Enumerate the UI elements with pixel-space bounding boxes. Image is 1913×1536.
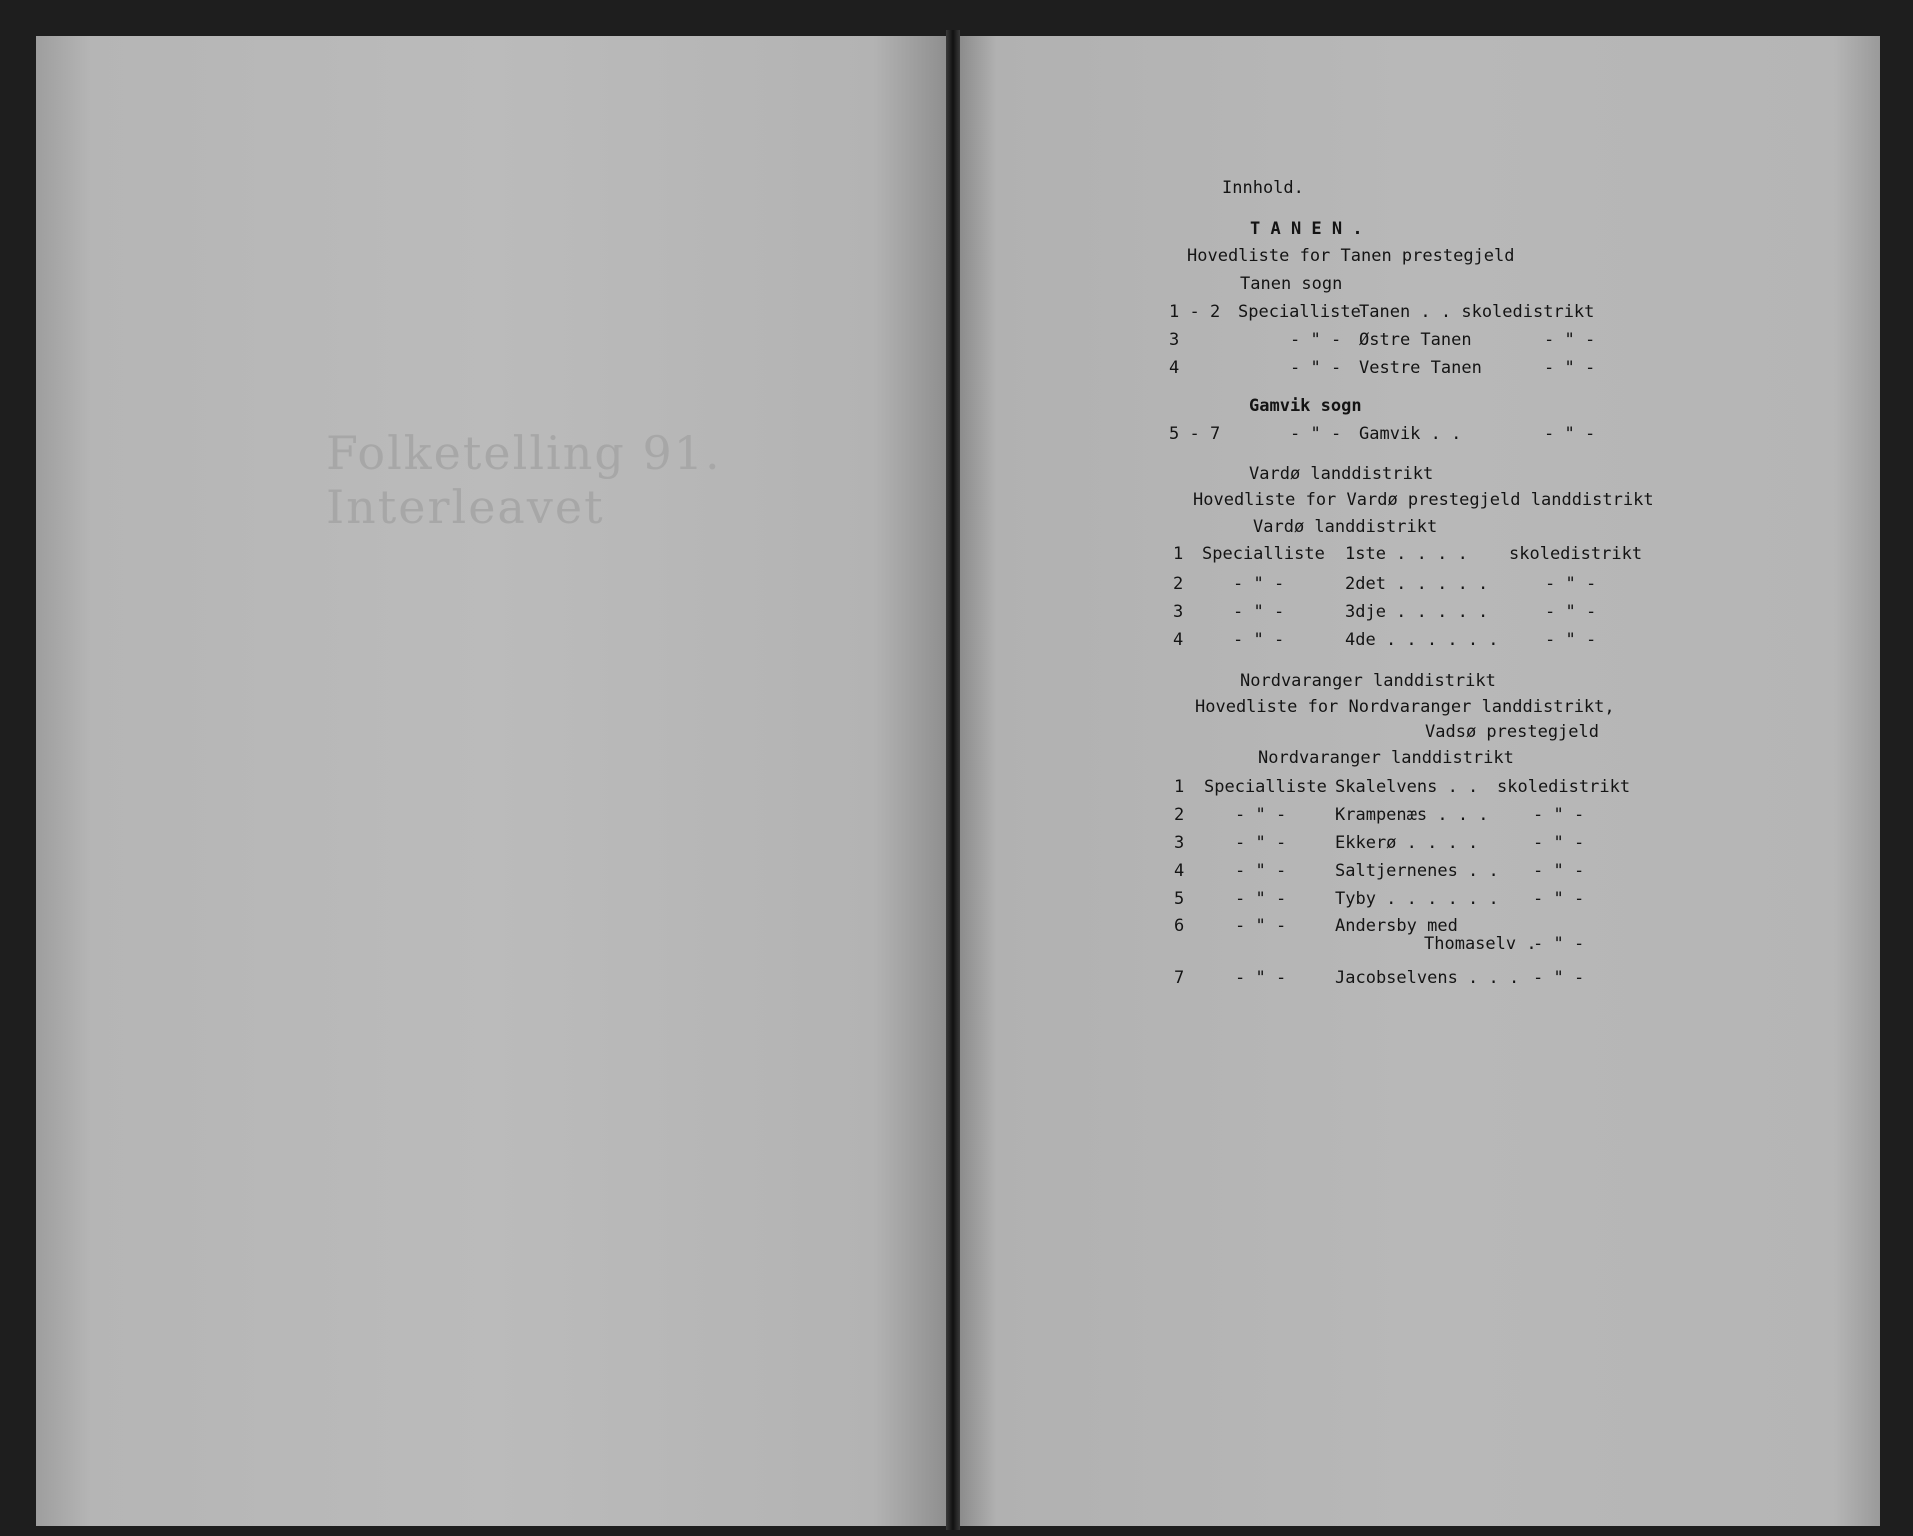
page-title: Innhold. [1222,178,1304,198]
main-list-tanen: Hovedliste for Tanen prestegjeld [1187,246,1515,266]
list-item: 1 - 2 Specialliste Tanen . . skoledistrikt [1169,302,1595,322]
left-page [36,36,946,1526]
sogn-gamvik: Gamvik sogn [1249,396,1362,416]
list-item: 3 - " - Østre Tanen - " - [1169,330,1596,350]
list-item: 5 - " - Tyby . . . . . . - " - [1174,889,1585,909]
list-item: 1 Specialliste 1ste . . . . skoledistrikt [1173,544,1643,564]
list-item: 2 - " - Krampenæs . . . - " - [1174,805,1585,825]
book-gutter [946,30,960,1530]
section-heading-nordvaranger: Nordvaranger landdistrikt [1240,671,1496,691]
list-item: 5 - 7 - " - Gamvik . . - " - [1169,424,1596,444]
list-item: 7 - " - Jacobselvens . . . - " - [1174,968,1585,988]
main-list-nordvaranger-2: Vadsø prestegjeld [1425,722,1599,742]
sogn-nordvaranger: Nordvaranger landdistrikt [1258,748,1514,768]
table-of-contents [960,36,1880,1526]
list-item: 4 - " - Vestre Tanen - " - [1169,358,1596,378]
list-item: Thomaselv . - " - [1424,934,1585,954]
list-item: 3 - " - 3dje . . . . . - " - [1173,602,1597,622]
list-item: 4 - " - 4de . . . . . . - " - [1173,630,1597,650]
list-item: 2 - " - 2det . . . . . - " - [1173,574,1597,594]
sogn-tanen: Tanen sogn [1240,274,1343,294]
show-through-text: Folketelling 91. Interleavet [326,426,722,534]
section-heading-vardo: Vardø landdistrikt [1249,464,1434,484]
list-item: 3 - " - Ekkerø . . . . - " - [1174,833,1585,853]
main-list-nordvaranger: Hovedliste for Nordvaranger landdistrikt, [1195,697,1615,717]
main-list-vardo: Hovedliste for Vardø prestegjeld landdistrikt [1193,490,1654,510]
list-item: 4 - " - Saltjernenes . . - " - [1174,861,1585,881]
right-page [960,36,1880,1526]
section-heading-tanen: T A N E N . [1250,219,1363,239]
sogn-vardo: Vardø landdistrikt [1253,517,1438,537]
list-item: 6 - " - Andersby med [1174,916,1458,936]
list-item: 1 Specialliste Skalelvens . . skoledistrikt [1174,777,1631,797]
